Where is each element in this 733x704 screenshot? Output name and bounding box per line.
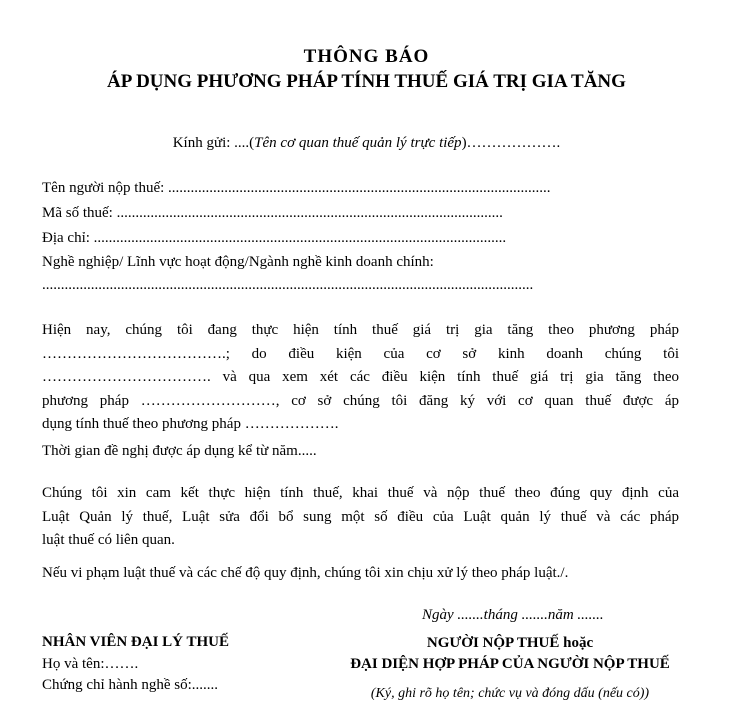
taxpayer-heading-text: NGƯỜI NỘP THUẾ hoặc [426, 635, 594, 651]
taxpayer-heading [300, 635, 720, 652]
agent-heading: NHÂN VIÊN ĐẠI LÝ THUẾ [42, 634, 229, 650]
document-title: THÔNG BÁO [303, 46, 430, 67]
address-field: Địa chỉ: .............................................................................................................. [42, 230, 507, 246]
paragraph-violation: Nếu vi phạm luật thuế và các chế độ quy định, chúng tôi xin chịu xử lý theo pháp luật./. [42, 565, 569, 581]
paragraph-method [42, 319, 679, 437]
business-field-value: ................................................................................................................................... [42, 277, 534, 293]
agent-name-field: Họ và tên:……. [42, 656, 139, 672]
paragraph-method-line: ……………………………….; do điều kiện của cơ sở kinh doanh chúng tôi [42, 345, 679, 362]
taxpayer-representative-heading: ĐẠI DIỆN HỢP PHÁP CỦA NGƯỜI NỘP THUẾ [350, 656, 670, 672]
paragraph-method-line: Hiện nay, chúng tôi đang thực hiện tính thuế giá trị gia tăng theo phương pháp [42, 322, 679, 338]
taxpayer-name-field: Tên người nộp thuế: ...................................................................................................... [42, 180, 551, 196]
paragraph-commitment-line: Chúng tôi xin cam kết thực hiện tính thuế, khai thuế và nộp thuế theo đúng quy định của [42, 485, 679, 501]
recipient-placeholder: Tên cơ quan thuế quản lý trực tiếp [254, 135, 462, 151]
recipient-line [0, 135, 733, 152]
paragraph-method-line: phương pháp ………………………, cơ sở chúng tôi đăng ký với cơ quan thuế được áp [42, 392, 679, 409]
paragraph-method-line: dụng tính thuế theo phương pháp ………………. [42, 416, 339, 432]
recipient-suffix: )………………. [461, 135, 561, 151]
paragraph-commitment [42, 482, 679, 553]
agent-certificate-field: Chứng chỉ hành nghề số:....... [42, 677, 219, 693]
paragraph-commitment-line: Luật Quản lý thuế, Luật sửa đổi bổ sung một số điều của Luật quản lý thuế và các pháp [42, 508, 679, 525]
paragraph-commitment-line: luật thuế có liên quan. [42, 532, 175, 548]
tax-code-field: Mã số thuế: ....................................................................................................... [42, 205, 503, 221]
business-field-label: Nghề nghiệp/ Lĩnh vực hoạt động/Ngành nghề kinh doanh chính: [42, 254, 434, 270]
paragraph-method-line: ……………………………. và qua xem xét các điều kiện tính thuế giá trị gia tăng theo [42, 369, 679, 385]
paragraph-start-year: Thời gian đề nghị được áp dụng kể từ năm..... [42, 443, 317, 459]
signature-note: (Ký, ghi rõ họ tên; chức vụ và đóng dấu (nếu có)) [370, 686, 650, 701]
recipient-prefix: Kính gửi: ....( [172, 135, 255, 151]
document-subtitle: ÁP DỤNG PHƯƠNG PHÁP TÍNH THUẾ GIÁ TRỊ GIA TĂNG [107, 71, 626, 92]
date-line: Ngày .......tháng .......năm ....... [422, 607, 604, 623]
